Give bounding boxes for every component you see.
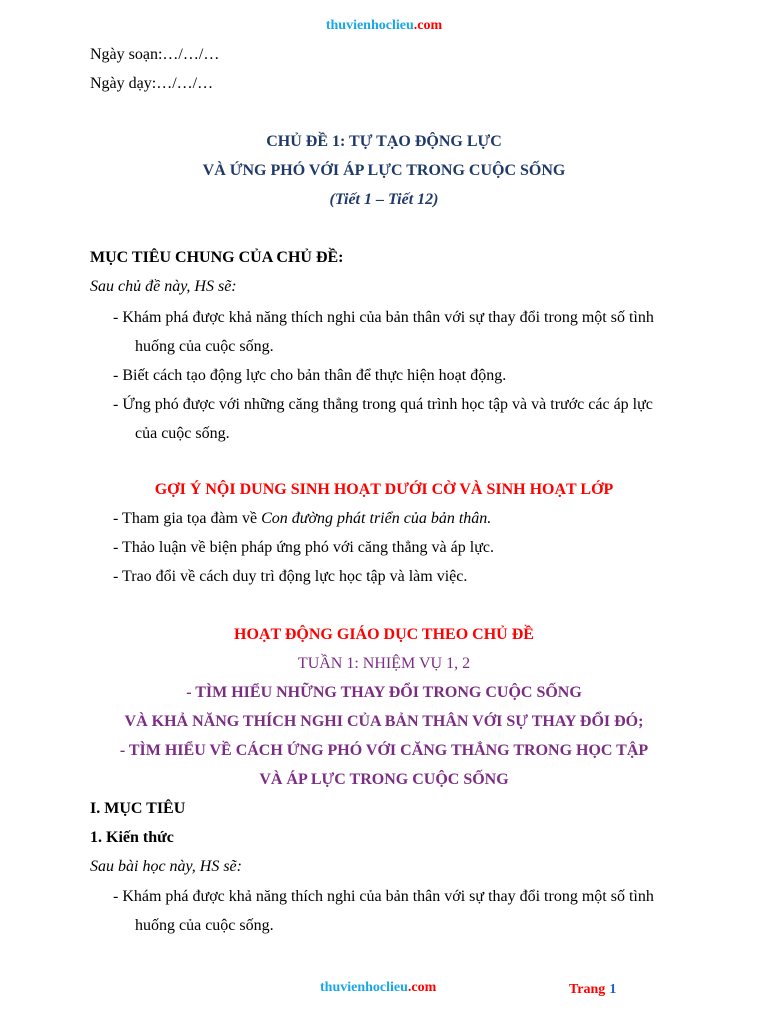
section-heading: I. MỤC TIÊU [90,800,186,817]
task-line-3: - TÌM HIỂU VỀ CÁCH ỨNG PHÓ VỚI CĂNG THẲNG TRONG HỌC TẬP [119,742,649,759]
prep-date: Ngày soạn:…/…/… [90,46,220,63]
site-name: thuvienhoclieu [325,18,414,33]
goal-item-3: - Ứng phó được với những căng thẳng trong quá trình học tập và và trước các áp lực của cuộc sống. [113,396,653,442]
goal-item-2: - Biết cách tạo động lực cho bản thân để thực hiện hoạt động. [113,367,507,384]
topic-title-line2: VÀ ỨNG PHÓ VỚI ÁP LỰC TRONG CUỘC SỐNG [202,162,566,179]
task-line-4: VÀ ÁP LỰC TRONG CUỘC SỐNG [259,771,509,788]
header-site-link[interactable] [0,18,768,34]
section-item-1: - Khám phá được khả năng thích nghi của bản thân với sự thay đổi trong một số tình huống của cuộc sống. [113,888,654,934]
topic-periods: (Tiết 1 – Tiết 12) [329,191,439,208]
topic-title-line1: CHỦ ĐỀ 1: TỰ TẠO ĐỘNG LỰC [266,133,502,150]
suggest-item-3: - Trao đổi về cách duy trì động lực học tập và làm việc. [113,568,468,585]
site-domain: .com [413,18,443,33]
subsection-heading: 1. Kiến thức [90,829,174,846]
week-label: TUẦN 1: NHIỆM VỤ 1, 2 [297,655,471,672]
suggest-heading: GỢI Ý NỘI DUNG SINH HOẠT DƯỚI CỜ VÀ SINH HOẠT LỚP [154,481,614,498]
task-line-1: - TÌM HIỂU NHỮNG THAY ĐỔI TRONG CUỘC SỐNG [186,684,582,701]
task-line-2: VÀ KHẢ NĂNG THÍCH NGHI CỦA BẢN THÂN VỚI SỰ THAY ĐỔI ĐÓ; [124,713,644,730]
footer-site-domain: .com [407,980,437,995]
goals-heading: MỤC TIÊU CHUNG CỦA CHỦ ĐỀ: [90,249,344,266]
page-number: Trang 1 [569,982,617,997]
activity-heading: HOẠT ĐỘNG GIÁO DỤC THEO CHỦ ĐỀ [234,626,534,643]
footer-site-link[interactable] [320,980,436,996]
goal-item-1: - Khám phá được khả năng thích nghi của bản thân với sự thay đổi trong một số tình huống của cuộc sống. [113,309,654,355]
teach-date: Ngày dạy:…/…/… [90,75,214,92]
footer-site-name: thuvienhoclieu [320,980,408,995]
suggest-item-1: - Tham gia tọa đàm về Con đường phát triển của bản thân. [113,510,492,527]
suggest-item-2: - Thảo luận về biện pháp ứng phó với căng thẳng và áp lực. [113,539,494,556]
section-intro: Sau bài học này, HS sẽ: [90,858,242,875]
goals-intro: Sau chủ đề này, HS sẽ: [90,278,237,295]
